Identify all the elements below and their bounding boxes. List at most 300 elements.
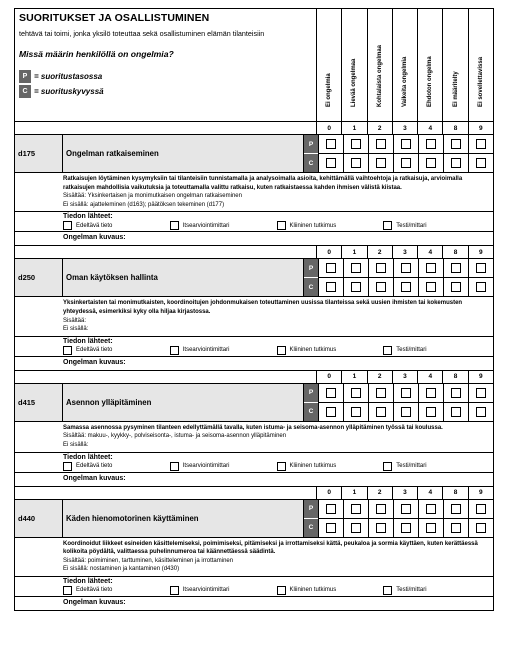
column-header: [418, 9, 443, 121]
item-code: d440: [15, 500, 63, 537]
rating-cell: [444, 278, 469, 296]
item-description: [15, 538, 493, 577]
rating-checkbox[interactable]: [426, 407, 436, 417]
legend-key-c: C: [19, 85, 31, 98]
key-c: C: [304, 403, 318, 421]
rating-row-p: [319, 384, 493, 403]
rating-checkbox[interactable]: [476, 523, 486, 533]
legend-row-p: [19, 69, 313, 83]
item-header: [15, 500, 493, 538]
rating-cell: [319, 519, 344, 537]
rating-checkbox[interactable]: [326, 282, 336, 292]
rating-cell: [344, 403, 369, 421]
scale-value: 2: [368, 371, 393, 383]
rating-checkbox[interactable]: [351, 504, 361, 514]
scale-row: [15, 246, 493, 259]
form-subtitle: tehtävä tai toimi, jonka yksilö toteuttaa sekä osallistuminen elämän tilanteisiin: [19, 29, 265, 38]
scale-value: 1: [342, 122, 367, 134]
item-title: Ongelman ratkaiseminen: [63, 135, 303, 172]
source-checkbox[interactable]: [170, 462, 179, 471]
item-excludes: Ei sisällä: ajatteleminen (d163); päätöksen tekeminen (d177): [63, 201, 225, 208]
item-includes: Sisältää: makuu-, kyykky-, polviseisonta-, istuma- ja seisoma-asennon ylläpitäminen: [63, 433, 287, 440]
rating-checkbox[interactable]: [376, 523, 386, 533]
source-checkbox[interactable]: [277, 346, 286, 355]
source-checkbox[interactable]: [383, 586, 392, 595]
rating-checkbox[interactable]: [451, 282, 461, 292]
scale-value: 0: [317, 122, 342, 134]
rating-row-c: [319, 278, 493, 296]
item-includes: Sisältää: poimiminen, tarttuminen, käsitteleminen ja irrottaminen: [63, 557, 234, 564]
sources-row: [63, 346, 490, 355]
item-includes: Sisältää:: [63, 317, 87, 324]
rating-checkbox[interactable]: [426, 388, 436, 398]
rating-grid: [319, 500, 493, 537]
key-c: C: [304, 519, 318, 537]
rating-cell: [369, 135, 394, 153]
rating-columns: [317, 9, 493, 121]
scale-value: 1: [342, 487, 367, 499]
scale-value: 9: [479, 248, 483, 256]
source-option[interactable]: [63, 346, 170, 355]
rating-row-c: [319, 403, 493, 421]
item-definition: Koordinoidut liikkeet esineiden käsittelemiseksi, poimimiseksi, pitämiseksi ja irrottamiseksi kättä, peukaloa ja sormia käyttäen, kuten kerättäessä kolikoita pöydältä, valittaessa puhelinnumeroa tai käännettäessä säädintä.: [63, 540, 478, 556]
source-checkbox[interactable]: [170, 346, 179, 355]
rating-checkbox[interactable]: [351, 407, 361, 417]
scale-spacer: [15, 122, 317, 134]
scale-row: [15, 487, 493, 500]
rating-checkbox[interactable]: [351, 139, 361, 149]
source-checkbox[interactable]: [63, 221, 72, 230]
rating-cell: [344, 519, 369, 537]
rating-cell: [419, 384, 444, 402]
scale-value: 1: [342, 246, 367, 258]
items-container: [15, 122, 493, 610]
rating-cell: [344, 135, 369, 153]
rating-checkbox[interactable]: [351, 388, 361, 398]
problem-description[interactable]: [15, 232, 493, 246]
item-d440: [15, 487, 493, 610]
rating-cell: [419, 135, 444, 153]
scale-row: [15, 371, 493, 384]
scale-value: 2: [368, 487, 393, 499]
scale-value: 8: [443, 371, 468, 383]
source-label: Edeltävä tieto: [76, 222, 113, 229]
source-option[interactable]: [277, 346, 384, 355]
column-header: [443, 9, 468, 121]
source-label: Kliininen tutkimus: [289, 347, 337, 354]
scale-value: 0: [317, 371, 342, 383]
source-label: Edeltävä tieto: [76, 463, 113, 470]
source-label: Kliininen tutkimus: [289, 587, 337, 594]
pc-keys: [303, 384, 319, 421]
rating-checkbox[interactable]: [376, 388, 386, 398]
rating-cell: [319, 154, 344, 172]
source-checkbox[interactable]: [383, 221, 392, 230]
legend-row-c: [19, 84, 313, 98]
column-label: Ei sovellettavissa: [477, 56, 484, 107]
rating-cell: [444, 519, 469, 537]
sources-title: Tiedon lähteet:: [63, 213, 113, 221]
rating-cell: [444, 259, 469, 277]
scale-value: 0: [317, 487, 342, 499]
scale-value: 8: [443, 487, 468, 499]
rating-cell: [444, 384, 469, 402]
item-definition: Yksinkertaisten tai monimutkaisten, koordinoitujen johdonmukaisen toteuttaminen uusissa tilanteissa sekä uusien ihmisten tai kokemusten yhteydessä, esimerkiksi kyky olla hiljaa kirjastossa.: [63, 300, 463, 315]
rating-checkbox[interactable]: [476, 263, 486, 273]
problem-description[interactable]: [15, 473, 493, 487]
problem-description[interactable]: [15, 357, 493, 371]
source-checkbox[interactable]: [277, 221, 286, 230]
column-header: [368, 9, 393, 121]
rating-cell: [444, 403, 469, 421]
source-label: Itsearviointimittari: [182, 222, 230, 229]
rating-cell: [319, 500, 344, 518]
form-header: [15, 9, 493, 122]
rating-cell: [394, 403, 419, 421]
rating-cell: [319, 278, 344, 296]
rating-row-p: [319, 259, 493, 278]
source-option[interactable]: [63, 462, 170, 471]
rating-checkbox[interactable]: [476, 388, 486, 398]
rating-cell: [369, 154, 394, 172]
source-option[interactable]: [277, 462, 384, 471]
column-label: Kohtalaista ongelmaa: [376, 44, 383, 107]
rating-checkbox[interactable]: [351, 523, 361, 533]
rating-checkbox[interactable]: [376, 158, 386, 168]
source-option[interactable]: [383, 221, 490, 230]
source-option[interactable]: [277, 586, 384, 595]
rating-cell: [394, 259, 419, 277]
rating-cell: [469, 519, 493, 537]
item-code: d175: [15, 135, 63, 172]
rating-cell: [469, 154, 493, 172]
source-option[interactable]: [170, 462, 277, 471]
column-label: Lievää ongelmaa: [351, 58, 358, 107]
source-option[interactable]: [170, 221, 277, 230]
rating-checkbox[interactable]: [451, 263, 461, 273]
rating-cell: [419, 259, 444, 277]
rating-checkbox[interactable]: [426, 158, 436, 168]
rating-checkbox[interactable]: [426, 263, 436, 273]
legend-text-p: = suoritustasossa: [34, 71, 103, 81]
legend: [19, 69, 313, 98]
rating-checkbox[interactable]: [376, 282, 386, 292]
rating-checkbox[interactable]: [326, 504, 336, 514]
scale-value: 4: [418, 371, 443, 383]
source-option[interactable]: [277, 221, 384, 230]
item-definition: Samassa asennossa pysyminen tilanteen edellyttämällä tavalla, kuten istuma- ja seisoma-asennon ylläpitäminen työssä tai koulussa.: [63, 424, 443, 431]
scale-value: 2: [368, 122, 393, 134]
item-description: [15, 173, 493, 212]
rating-checkbox[interactable]: [476, 407, 486, 417]
rating-cell: [369, 403, 394, 421]
legend-text-c: = suorituskyvyssä: [34, 86, 104, 96]
scale-value: 3: [393, 246, 418, 258]
rating-cell: [444, 154, 469, 172]
rating-checkbox[interactable]: [426, 282, 436, 292]
scale-value: 2: [368, 246, 393, 258]
problem-label: Ongelman kuvaus:: [63, 598, 126, 606]
source-option[interactable]: [63, 221, 170, 230]
rating-checkbox[interactable]: [401, 504, 411, 514]
rating-cell: [419, 403, 444, 421]
rating-cell: [369, 259, 394, 277]
rating-checkbox[interactable]: [451, 504, 461, 514]
column-label: Vaikeita ongelmia: [401, 56, 408, 107]
item-d415: [15, 371, 493, 487]
sources-row: [63, 221, 490, 230]
source-option[interactable]: [170, 586, 277, 595]
source-option[interactable]: [383, 462, 490, 471]
rating-checkbox[interactable]: [326, 139, 336, 149]
rating-checkbox[interactable]: [376, 139, 386, 149]
key-p: P: [304, 500, 318, 519]
rating-checkbox[interactable]: [426, 504, 436, 514]
key-c: C: [304, 278, 318, 296]
rating-cell: [394, 154, 419, 172]
scale-spacer: [15, 371, 317, 383]
info-sources: [15, 453, 493, 473]
source-label: Kliininen tutkimus: [289, 222, 337, 229]
column-header: [393, 9, 418, 121]
rating-cell: [319, 135, 344, 153]
rating-cell: [419, 154, 444, 172]
source-checkbox[interactable]: [277, 586, 286, 595]
pc-keys: [303, 259, 319, 296]
rating-checkbox[interactable]: [451, 388, 461, 398]
rating-cell: [394, 135, 419, 153]
scale-value: 1: [342, 371, 367, 383]
rating-cell: [344, 259, 369, 277]
source-label: Testi/mittari: [396, 463, 427, 470]
rating-checkbox[interactable]: [326, 263, 336, 273]
problem-label: Ongelman kuvaus:: [63, 234, 126, 242]
rating-checkbox[interactable]: [326, 158, 336, 168]
rating-checkbox[interactable]: [451, 139, 461, 149]
key-c: C: [304, 154, 318, 172]
source-option[interactable]: [170, 346, 277, 355]
source-label: Edeltävä tieto: [76, 587, 113, 594]
item-description: [15, 297, 493, 336]
rating-cell: [469, 278, 493, 296]
source-checkbox[interactable]: [170, 221, 179, 230]
rating-cell: [319, 384, 344, 402]
column-header: [342, 9, 367, 121]
column-label: Ei määritelty: [452, 71, 459, 107]
rating-checkbox[interactable]: [401, 158, 411, 168]
rating-cell: [469, 403, 493, 421]
scale-value: 9: [479, 373, 483, 381]
scale-value: 0: [317, 246, 342, 258]
problem-description[interactable]: [15, 597, 493, 610]
rating-cell: [344, 384, 369, 402]
column-label: Ehdoton ongelma: [427, 56, 434, 107]
source-label: Kliininen tutkimus: [289, 463, 337, 470]
rating-cell: [394, 278, 419, 296]
item-header: [15, 259, 493, 297]
rating-checkbox[interactable]: [401, 523, 411, 533]
header-info: [15, 9, 317, 121]
legend-key-p: P: [19, 70, 31, 83]
source-checkbox[interactable]: [63, 462, 72, 471]
rating-cell: [419, 519, 444, 537]
rating-row-p: [319, 500, 493, 519]
problem-label: Ongelman kuvaus:: [63, 474, 126, 482]
scale-value: 3: [393, 122, 418, 134]
item-header: [15, 135, 493, 173]
item-d250: [15, 246, 493, 370]
sources-row: [63, 586, 490, 595]
rating-cell: [344, 278, 369, 296]
rating-cell: [394, 519, 419, 537]
key-p: P: [304, 259, 318, 278]
rating-cell: [419, 278, 444, 296]
rating-row-p: [319, 135, 493, 154]
scale-value: 9: [479, 489, 483, 497]
pc-keys: [303, 135, 319, 172]
rating-cell: [319, 259, 344, 277]
rating-checkbox[interactable]: [401, 407, 411, 417]
rating-cell: [469, 135, 493, 153]
rating-checkbox[interactable]: [426, 523, 436, 533]
rating-cell: [369, 500, 394, 518]
rating-cell: [319, 403, 344, 421]
item-definition: Ratkaisujen löytäminen kysymyksiin tai tilanteisiin tunnistamalla ja analysoimalla asioita, kehittämällä vaihtoehtoja ja ratkaisuja, arvioimalla ratkaisujen mahdollisia vaikutuksia ja toteuttamalla valittu ratkaisu, kuten ratkaistaessa kahden ihmisen välistä kiistaa.: [63, 176, 463, 191]
item-header: [15, 384, 493, 422]
item-title: Käden hienomotorinen käyttäminen: [63, 500, 303, 537]
source-option[interactable]: [63, 586, 170, 595]
key-p: P: [304, 384, 318, 403]
rating-cell: [344, 154, 369, 172]
rating-cell: [469, 500, 493, 518]
column-label: Ei ongelmia: [326, 73, 333, 107]
item-code: d415: [15, 384, 63, 421]
rating-checkbox[interactable]: [476, 158, 486, 168]
rating-cell: [394, 384, 419, 402]
scale-value: 8: [443, 246, 468, 258]
column-header: [469, 9, 493, 121]
source-label: Edeltävä tieto: [76, 347, 113, 354]
source-label: Itsearviointimittari: [182, 347, 230, 354]
scale-value: 3: [393, 487, 418, 499]
rating-cell: [444, 500, 469, 518]
source-option[interactable]: [383, 586, 490, 595]
problem-label: Ongelman kuvaus:: [63, 358, 126, 366]
rating-checkbox[interactable]: [326, 523, 336, 533]
item-d175: [15, 122, 493, 246]
source-checkbox[interactable]: [383, 346, 392, 355]
scale-value: 3: [393, 371, 418, 383]
item-includes: Sisältää: Yksinkertaisen ja monimutkaisen ongelman ratkaiseminen: [63, 193, 242, 200]
rating-checkbox[interactable]: [376, 504, 386, 514]
item-title: Oman käytöksen hallinta: [63, 259, 303, 296]
scale-value: 4: [418, 487, 443, 499]
item-excludes: Ei sisällä:: [63, 441, 89, 448]
source-label: Itsearviointimittari: [182, 463, 230, 470]
source-checkbox[interactable]: [63, 346, 72, 355]
item-description: [15, 422, 493, 453]
rating-row-c: [319, 519, 493, 537]
rating-checkbox[interactable]: [376, 263, 386, 273]
scale-spacer: [15, 246, 317, 258]
source-checkbox[interactable]: [277, 462, 286, 471]
rating-checkbox[interactable]: [476, 282, 486, 292]
assessment-form: [14, 8, 494, 611]
rating-cell: [444, 135, 469, 153]
source-checkbox[interactable]: [383, 462, 392, 471]
source-checkbox[interactable]: [170, 586, 179, 595]
scale-row: [15, 122, 493, 135]
rating-cell: [369, 519, 394, 537]
rating-checkbox[interactable]: [326, 407, 336, 417]
source-label: Testi/mittari: [396, 587, 427, 594]
rating-checkbox[interactable]: [351, 263, 361, 273]
scale-value: 9: [479, 124, 483, 132]
rating-row-c: [319, 154, 493, 172]
rating-cell: [394, 500, 419, 518]
info-sources: [15, 337, 493, 357]
form-title: SUORITUKSET JA OSALLISTUMINEN: [19, 12, 210, 24]
source-checkbox[interactable]: [63, 586, 72, 595]
rating-checkbox[interactable]: [451, 523, 461, 533]
column-header: [317, 9, 342, 121]
scale-value: 4: [418, 246, 443, 258]
rating-checkbox[interactable]: [451, 407, 461, 417]
rating-cell: [469, 259, 493, 277]
rating-grid: [319, 259, 493, 296]
rating-cell: [469, 384, 493, 402]
rating-checkbox[interactable]: [326, 388, 336, 398]
rating-checkbox[interactable]: [351, 158, 361, 168]
rating-checkbox[interactable]: [401, 263, 411, 273]
rating-cell: [419, 500, 444, 518]
item-title: Asennon ylläpitäminen: [63, 384, 303, 421]
source-option[interactable]: [383, 346, 490, 355]
rating-grid: [319, 135, 493, 172]
key-p: P: [304, 135, 318, 154]
item-excludes: Ei sisällä:: [63, 326, 89, 333]
item-excludes: Ei sisällä: nostaminen ja kantaminen (d430): [63, 566, 180, 573]
source-label: Testi/mittari: [396, 222, 427, 229]
source-label: Testi/mittari: [396, 347, 427, 354]
rating-checkbox[interactable]: [426, 139, 436, 149]
sources-title: Tiedon lähteet:: [63, 453, 113, 461]
scale-value: 8: [443, 122, 468, 134]
rating-checkbox[interactable]: [401, 139, 411, 149]
rating-checkbox[interactable]: [476, 139, 486, 149]
sources-title: Tiedon lähteet:: [63, 577, 113, 585]
rating-checkbox[interactable]: [476, 504, 486, 514]
scale-spacer: [15, 487, 317, 499]
info-sources: [15, 577, 493, 597]
sources-title: Tiedon lähteet:: [63, 337, 113, 345]
rating-checkbox[interactable]: [401, 282, 411, 292]
rating-checkbox[interactable]: [351, 282, 361, 292]
scale-value: 4: [418, 122, 443, 134]
sources-row: [63, 462, 490, 471]
rating-cell: [369, 384, 394, 402]
rating-checkbox[interactable]: [376, 407, 386, 417]
source-label: Itsearviointimittari: [182, 587, 230, 594]
pc-keys: [303, 500, 319, 537]
info-sources: [15, 212, 493, 232]
rating-grid: [319, 384, 493, 421]
form-question: Missä määrin henkilöllä on ongelmia?: [19, 49, 174, 59]
rating-checkbox[interactable]: [401, 388, 411, 398]
item-code: d250: [15, 259, 63, 296]
rating-cell: [344, 500, 369, 518]
rating-checkbox[interactable]: [451, 158, 461, 168]
